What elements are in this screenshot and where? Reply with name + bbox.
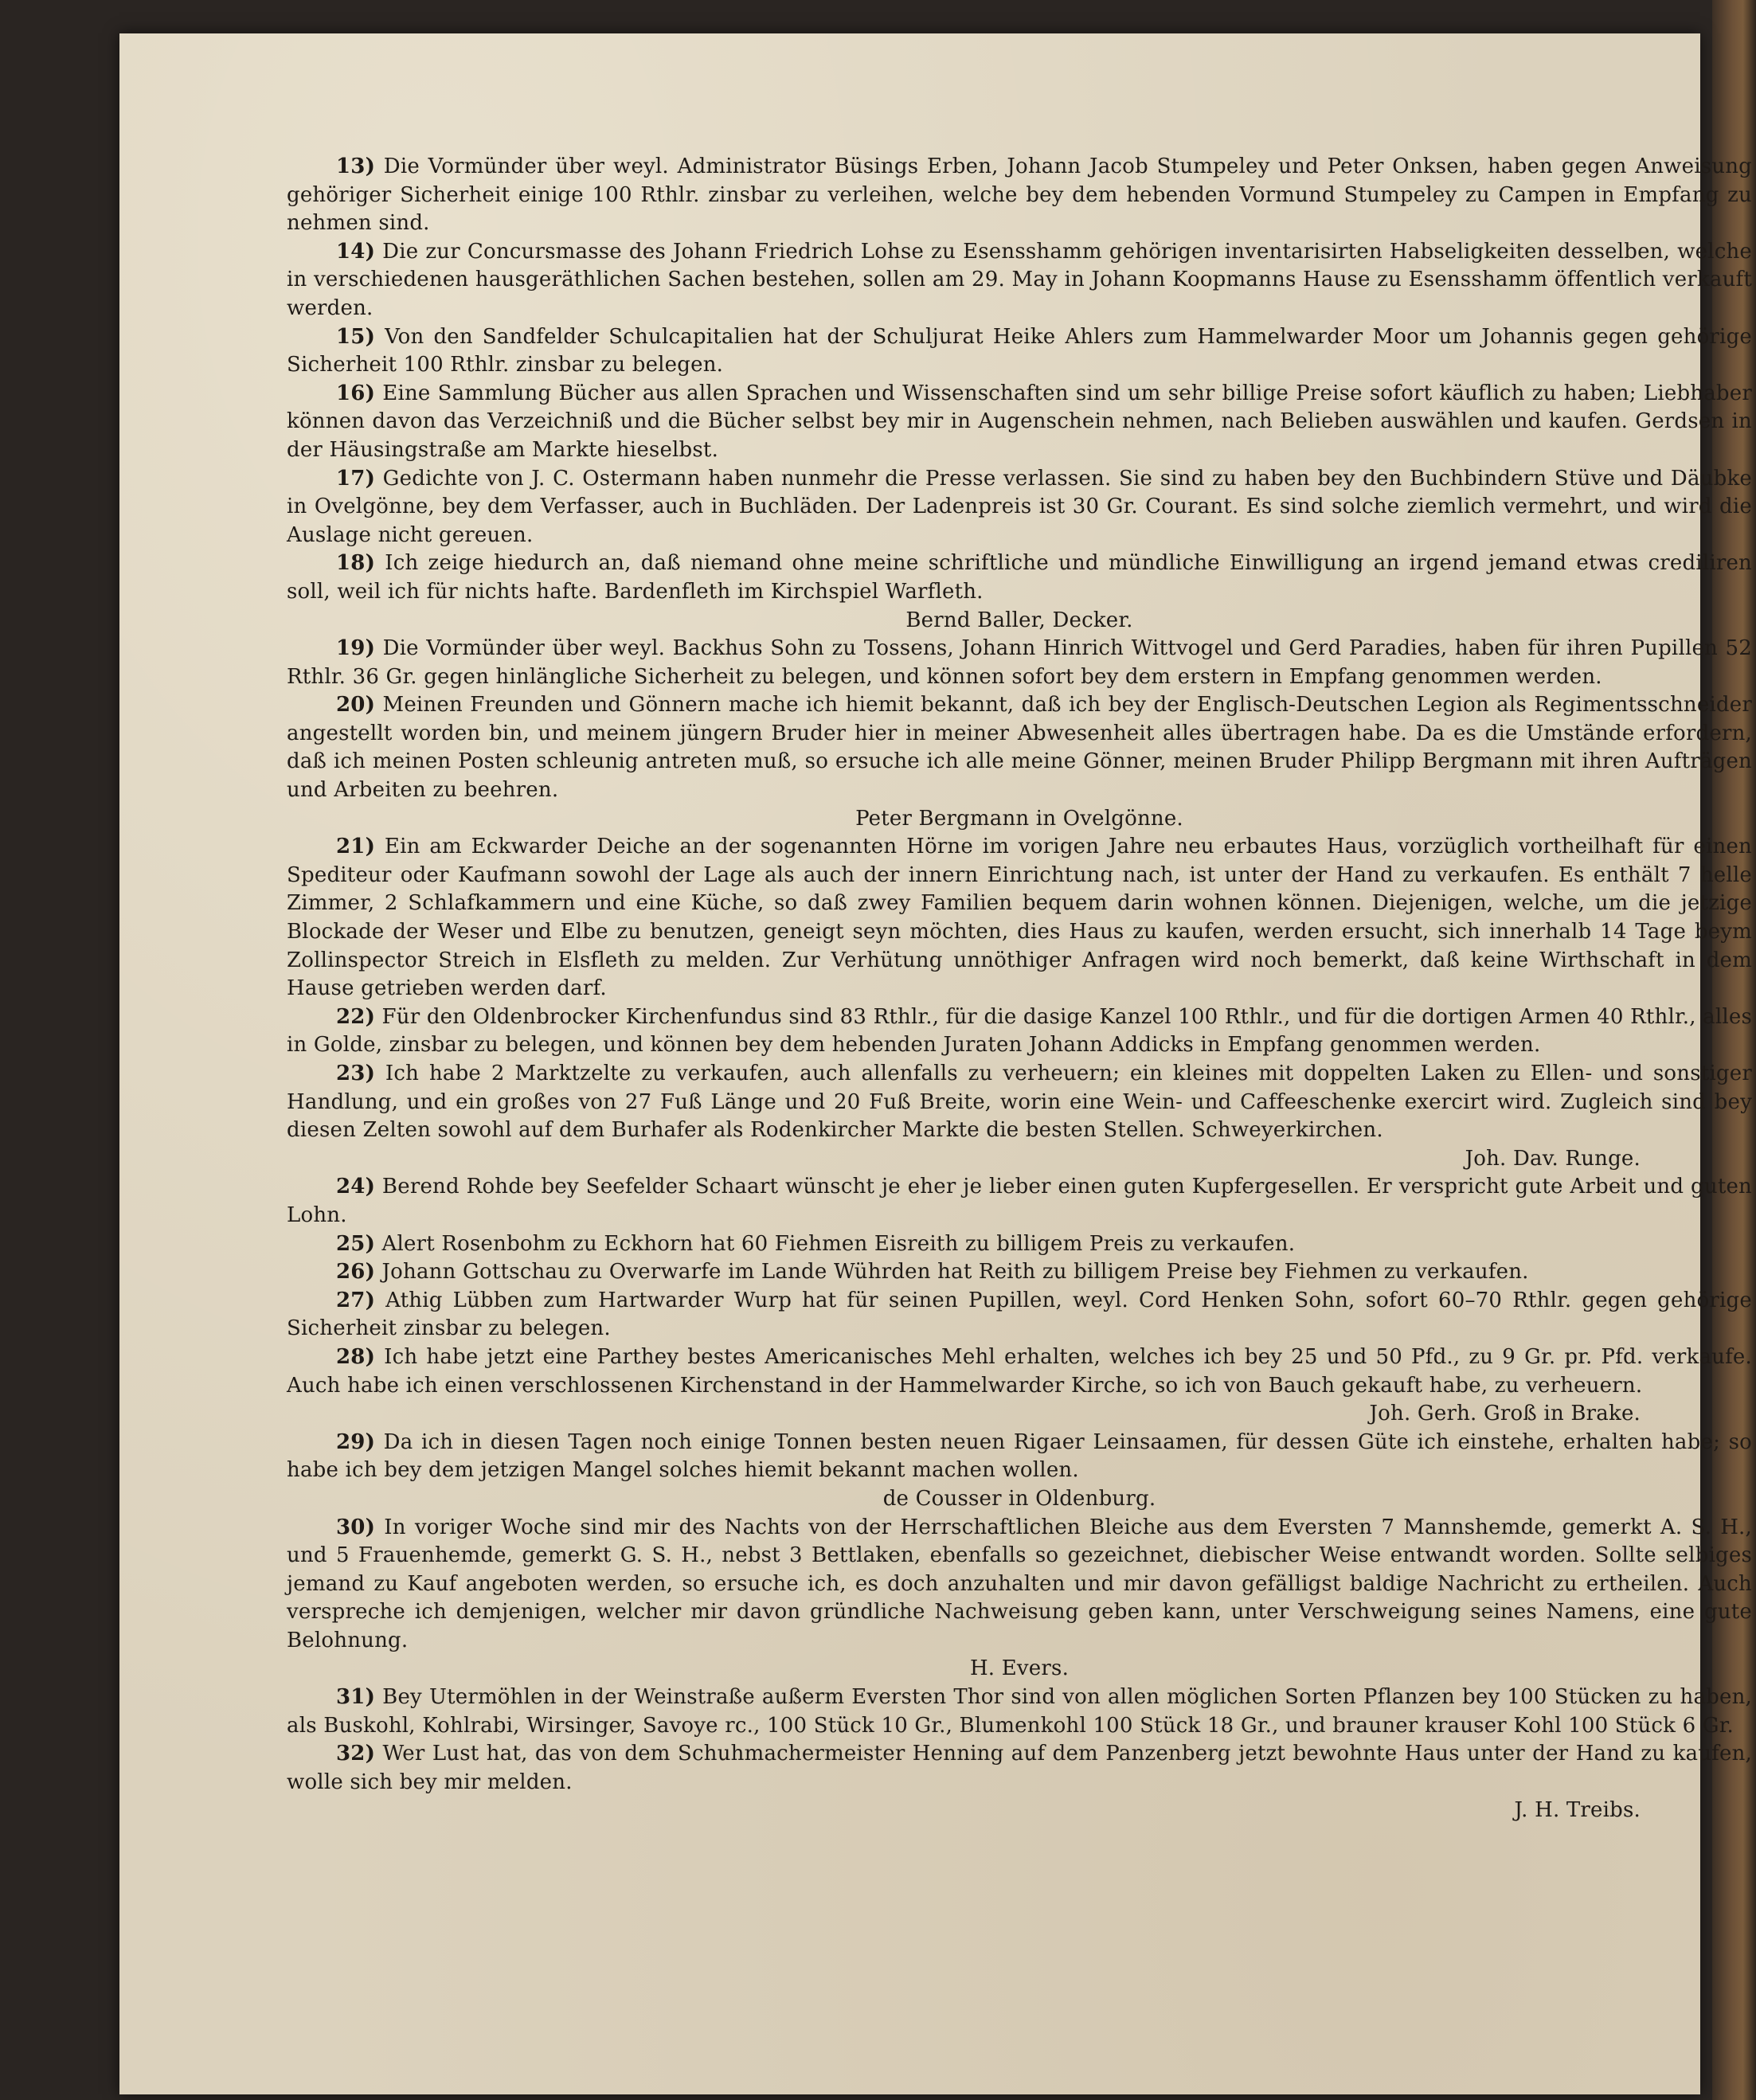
notice-text: Da ich in diesen Tagen noch einige Tonnen besten neuen Rigaer Leinsaamen, für dessen Güte ich einstehe, erhalten habe; so habe ich bey dem jetzigen Mangel solches hiemit bekannt machen wollen. [287, 1429, 1752, 1483]
notice-number: 32) [336, 1742, 376, 1766]
notice-signature: Joh. Gerh. Groß in Brake. [1369, 1402, 1641, 1426]
notice-item [287, 635, 1752, 691]
notice-text: Athig Lübben zum Hartwarder Wurp hat für seinen Pupillen, weyl. Cord Henken Sohn, sofort 60–70 Rthlr. gegen gehörige Sicherheit zinsbar zu belegen. [287, 1288, 1752, 1341]
notices-column [287, 153, 1752, 1825]
notice-text: Von den Sandfelder Schulcapitalien hat der Schuljurat Heike Ahlers zum Hammelwarder Moor um Johannis gegen gehörige Sicherheit 100 Rthlr. zinsbar zu belegen. [287, 324, 1752, 377]
notice-text: Ich zeige hiedurch an, daß niemand ohne meine schriftliche und mündliche Einwilligung an irgend jemand etwas crediliren soll, weil ich für nichts hafte. Bardenfleth im Kirchspiel Warfleth. [287, 551, 1752, 604]
notice-item [287, 1003, 1752, 1060]
notice-item [287, 238, 1752, 323]
notice-number: 27) [336, 1288, 376, 1312]
notice-item [287, 1060, 1752, 1145]
notice-number: 13) [336, 154, 376, 178]
notice-text: Berend Rohde bey Seefelder Schaart wünscht je eher je lieber einen guten Kupfergesellen. Er verspricht gute Arbeit und guten Lohn. [287, 1175, 1752, 1227]
document-page [119, 33, 1752, 2094]
notice-number: 16) [336, 381, 376, 405]
notice-number: 23) [336, 1062, 376, 1085]
notice-text: Ein am Eckwarder Deiche an der sogenannten Hörne im vorigen Jahre neu erbautes Haus, vorzüglich vortheilhaft für einen Spediteur oder Kaufmann sowohl der Lage als auch der innern Einrichtung nach, ist unter der Hand zu verkaufen. Es enthält 7 helle Zimmer, 2 Schlafkammern und eine Küche, so daß zwey Familien bequem darin wohnen können. Diejenigen, welche, um die jetzige Blockade der Weser und Elbe zu benutzen, geneigt seyn möchten, dies Haus zu kaufen, werden ersucht, sich innerhalb 14 Tage beym Zollinspector Streich in Elsfleth zu melden. Zur Verhütung unnöthiger Anfragen wird noch bemerkt, daß keine Wirthschaft in dem Hause getrieben werden darf. [287, 835, 1752, 1001]
notice-text: Wer Lust hat, das von dem Schuhmachermeister Henning auf dem Panzenberg jetzt bewohnte Haus unter der Hand zu kaufen, wolle sich bey mir melden. [287, 1742, 1752, 1794]
notice-text: Meinen Freunden und Gönnern mache ich hiemit bekannt, daß ich bey der Englisch-Deutschen Legion als Regimentsschneider angestellt worden bin, und meinem jüngern Bruder hier in meiner Abwesenheit alles übertragen habe. Da es die Umstände erfordern, daß ich meinen Posten schleunig antreten muß, so ersuche ich alle meine Gönner, meinen Bruder Philipp Bergmann mit ihren Aufträgen und Arbeiten zu beehren. [287, 693, 1752, 803]
notice-item [287, 153, 1752, 238]
notice-signature: Joh. Dav. Runge. [1465, 1146, 1641, 1171]
notice-text: Die Vormünder über weyl. Backhus Sohn zu Tossens, Johann Hinrich Wittvogel und Gerd Paradies, haben für ihren Pupillen 52 Rthlr. 36 Gr. gegen hinlängliche Sicherheit zu belegen, und können sofort bey dem erstern in Empfang genommen werden. [287, 636, 1752, 689]
notice-item [287, 1173, 1752, 1230]
notice-text: Die Vormünder über weyl. Administrator Büsings Erben, Johann Jacob Stumpeley und Peter Onksen, haben gegen Anweisung gehöriger Sicherheit einige 100 Rthlr. zinsbar zu verleihen, welche bey dem hebenden Vormund Stumpeley zu Campen in Empfang zu nehmen sind. [287, 154, 1752, 236]
notice-signature: Bernd Baller, Decker. [905, 608, 1133, 632]
notice-item [287, 549, 1752, 606]
notice-number: 17) [336, 466, 376, 491]
notice-text: Für den Oldenbrocker Kirchenfundus sind 83 Rthlr., für die dasige Kanzel 100 Rthlr., und für die dortigen Armen 40 Rthlr., alles in Golde, zinsbar zu belegen, und können bey dem hebenden Juraten Johann Addicks in Empfang genommen werden. [287, 1004, 1752, 1058]
notice-number: 29) [336, 1429, 376, 1454]
notice-signature: J. H. Treibs. [1514, 1798, 1641, 1823]
notice-text: Johann Gottschau zu Overwarfe im Lande Wührden hat Reith zu billigem Preise bey Fiehmen zu verkaufen. [375, 1260, 1529, 1285]
notice-item [287, 465, 1752, 550]
notice-number: 26) [336, 1260, 376, 1285]
notice-item [287, 1429, 1752, 1485]
notice-item [287, 833, 1752, 1003]
notice-text: Ich habe 2 Marktzelte zu verkaufen, auch allenfalls zu verheuern; ein kleines mit doppelten Laken zu Ellen- und sonstiger Handlung, und ein großes von 27 Fuß Länge und 20 Fuß Breite, worin eine Wein- und Caffeeschenke exercirt wird. Zugleich sind bey diesen Zelten sowohl auf dem Burhafer als Rodenkircher Markte die besten Stellen. Schweyerkirchen. [287, 1062, 1752, 1143]
notice-number: 22) [336, 1004, 376, 1029]
notice-text: Eine Sammlung Bücher aus allen Sprachen und Wissenschaften sind um sehr billige Preise sofort käuflich zu haben; Liebhaber können davon das Verzeichniß und die Bücher selbst bey mir in Augenschein nehmen, nach Belieben auswählen und kaufen. Gerdsen in der Häusingstraße am Markte hieselbst. [287, 381, 1752, 462]
notice-text: In voriger Woche sind mir des Nachts von der Herrschaftlichen Bleiche aus dem Eversten 7 Mannshemde, gemerkt A. S. H., und 5 Frauenhemde, gemerkt G. S. H., nebst 3 Bettlaken, ebenfalls so gezeichnet, diebischer Weise entwandt worden. Sollte selbiges jemand zu Kauf angeboten werden, so ersuche ich, es doch anzuhalten und mir davon gefälligst baldige Nachricht zu ertheilen. Auch verspreche ich demjenigen, welcher mir davon gründliche Nachweisung geben kann, unter Verschweigung seines Namens, eine gute Belohnung. [287, 1515, 1752, 1652]
notice-signature: de Cousser in Oldenburg. [882, 1486, 1156, 1511]
notice-item [287, 1287, 1752, 1343]
notice-item [287, 1230, 1752, 1259]
notice-signature: Peter Bergmann in Ovelgönne. [855, 806, 1183, 831]
notice-text: Bey Utermöhlen in der Weinstraße außerm Eversten Thor sind von allen möglichen Sorten Pflanzen bey 100 Stücken zu haben, als Buskohl, Kohlrabi, Wirsinger, Savoye rc., 100 Stück 10 Gr., Blumenkohl 100 Stück 18 Gr., und brauner krauser Kohl 100 Stück 6 Gr. [287, 1685, 1752, 1738]
notice-number: 30) [336, 1515, 376, 1539]
notice-number: 25) [336, 1231, 376, 1256]
notice-item [287, 691, 1752, 804]
notice-number: 15) [336, 324, 376, 349]
notice-number: 18) [336, 551, 376, 576]
notice-number: 24) [336, 1175, 376, 1199]
notice-text: Gedichte von J. C. Ostermann haben nunmehr die Presse verlassen. Sie sind zu haben bey den Buchbindern Stüve und Däubke in Ovelgönne, bey dem Verfasser, auch in Buchläden. Der Ladenpreis ist 30 Gr. Courant. Es sind solche ziemlich vermehrt, und wird die Auslage nicht gereuen. [287, 466, 1752, 547]
notice-number: 19) [336, 636, 376, 661]
notice-item [287, 1740, 1752, 1797]
notice-signature: H. Evers. [969, 1656, 1070, 1681]
notice-item [287, 1684, 1752, 1740]
notice-number: 28) [336, 1344, 376, 1369]
notice-item [287, 1258, 1752, 1287]
notice-number: 31) [336, 1685, 376, 1710]
notice-text: Alert Rosenbohm zu Eckhorn hat 60 Fiehmen Eisreith zu billigem Preis zu verkaufen. [375, 1231, 1296, 1256]
notice-number: 20) [336, 693, 376, 718]
notice-item [287, 380, 1752, 465]
notice-number: 14) [336, 239, 376, 264]
notice-item [287, 323, 1752, 380]
notice-item [287, 1514, 1752, 1656]
notice-item [287, 1343, 1752, 1400]
notice-text: Die zur Concursmasse des Johann Friedrich Lohse zu Esensshamm gehörigen inventarisirten Habseligkeiten desselben, welche in verschiedenen hausgeräthlichen Sachen bestehen, sollen am 29. May in Johann Koopmanns Hause zu Esensshamm öffentlich verkauft werden. [287, 239, 1752, 320]
notice-number: 21) [336, 835, 376, 859]
notice-text: Ich habe jetzt eine Parthey bestes Americanisches Mehl erhalten, welches ich bey 25 und 50 Pfd., zu 9 Gr. pr. Pfd. verkaufe. Auch habe ich einen verschlossenen Kirchenstand in der Hammelwarder Kirche, so ich von Bauch gekauft habe, zu verheuern. [287, 1344, 1752, 1398]
